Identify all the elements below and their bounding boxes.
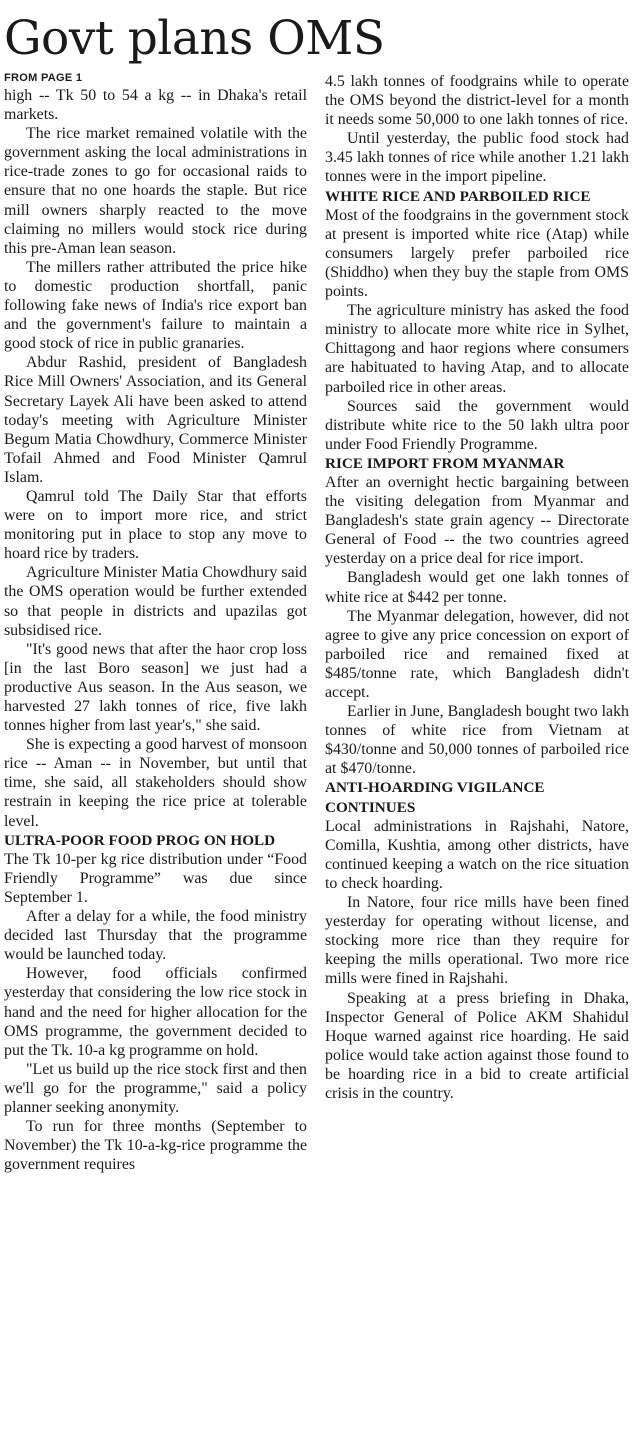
body-paragraph: The millers rather attributed the price hike to domestic production shortfall, panic following fake news of India's rice export ban and the government's failure to maintain a good stock of rice in public granaries.: [4, 258, 307, 353]
body-paragraph: Sources said the government would distribute white rice to the 50 lakh ultra poor under Food Friendly Programme.: [325, 397, 629, 453]
body-paragraph: 4.5 lakh tonnes of foodgrains while to operate the OMS beyond the district-level for a month it needs some 50,000 to one lakh tonnes of rice.: [325, 73, 629, 129]
left-column: [4, 71, 307, 1174]
body-paragraph: Until yesterday, the public food stock had 3.45 lakh tonnes of rice while another 1.21 lakh tonnes were in the import pipeline.: [325, 130, 629, 186]
body-paragraph: The rice market remained volatile with the government asking the local administrations in rice-trade zones to go for occasional raids to ensure that no one hoards the staple. But rice mill owners sharply reacted to the move claiming no millers would stock rice during this pre-Aman lean season.: [4, 125, 307, 257]
section-subhead: ANTI-HOARDING VIGILANCE CONTINUES: [325, 779, 545, 816]
right-column: [325, 72, 629, 1103]
headline: Govt plans OMS: [4, 11, 385, 66]
body-paragraph: The Myanmar delegation, however, did not agree to give any price concession on export of parboiled rice and remained fixed at $485/tonne rate, which Bangladesh didn't accept.: [325, 607, 629, 701]
body-paragraph: Speaking at a press briefing in Dhaka, Inspector General of Police AKM Shahidul Hoque warned against rice hoarding. He said police would take action against those found to be hoarding rice in a bid to create artificial crisis in the country.: [325, 989, 629, 1102]
section-subhead: WHITE RICE AND PARBOILED RICE: [325, 187, 591, 205]
body-paragraph: Earlier in June, Bangladesh bought two lakh tonnes of white rice from Vietnam at $430/tonne and 50,000 tonnes of parboiled rice at $470/tonne.: [325, 703, 629, 778]
body-paragraph: However, food officials confirmed yesterday that considering the low rice stock in hand and the need for higher allocation for the OMS programme, the government decided to put the Tk. 10-a kg programme on hold.: [4, 965, 307, 1059]
body-paragraph: In Natore, four rice mills have been fined yesterday for operating without license, and stocking more rice than they require for keeping the mills operational. Two more rice mills were fined in Rajshahi.: [325, 894, 629, 988]
section-subhead: RICE IMPORT FROM MYANMAR: [325, 454, 565, 472]
body-paragraph: Qamrul told The Daily Star that efforts were on to import more rice, and strict monitoring put in place to stop any move to hoard rice by traders.: [4, 487, 307, 563]
body-paragraph: Bangladesh would get one lakh tonnes of white rice at $442 per tonne.: [325, 569, 629, 606]
body-paragraph: Most of the foodgrains in the government stock at present is imported white rice (Atap) while consumers largely prefer parboiled rice (Shiddho) when they buy the staple from OMS points.: [325, 206, 629, 301]
body-paragraph: Agriculture Minister Matia Chowdhury said the OMS operation would be further extended so that people in districts and upazilas got subsidised rice.: [4, 564, 307, 639]
body-paragraph: "Let us build up the rice stock first and then we'll go for the programme," said a policy planner seeking anonymity.: [4, 1060, 307, 1116]
body-paragraph: She is expecting a good harvest of monsoon rice -- Aman -- in November, but until that time, she said, all stakeholders should show restrain in keeping the rice price at tolerable level.: [4, 736, 307, 830]
section-subhead: ULTRA-POOR FOOD PROG ON HOLD: [4, 831, 276, 849]
body-paragraph: Abdur Rashid, president of Bangladesh Rice Mill Owners' Association, and its General Secretary Layek Ali have been asked to attend today's meeting with Agriculture Minister Begum Matia Chowdhury, Commerce Minister Tofail Ahmed and Food Minister Qamrul Islam.: [4, 354, 307, 486]
body-paragraph: high -- Tk 50 to 54 a kg -- in Dhaka's retail markets.: [4, 87, 307, 124]
body-paragraph: To run for three months (September to November) the Tk 10-a-kg-rice programme the government requires: [4, 1118, 307, 1174]
continuation-label: FROM PAGE 1: [4, 72, 83, 84]
body-paragraph: Local administrations in Rajshahi, Natore, Comilla, Kushtia, among other districts, have continued keeping a watch on the rice situation to check hoarding.: [325, 817, 629, 892]
body-paragraph: The agriculture ministry has asked the food ministry to allocate more white rice in Sylhet, Chittagong and haor regions where consumers are habituated to having Atap, and to allocate parboiled rice in other areas.: [325, 302, 629, 396]
body-paragraph: "It's good news that after the haor crop loss [in the last Boro season] we just had a productive Aus season. In the Aus season, we harvested 27 lakh tonnes of rice, five lakh tonnes higher from last year's," she said.: [4, 640, 307, 735]
body-paragraph: After a delay for a while, the food ministry decided last Thursday that the programme would be launched today.: [4, 908, 307, 964]
body-paragraph: After an overnight hectic bargaining between the visiting delegation from Myanmar and Bangladesh's state grain agency -- Directorate General of Food -- the two countries agreed yesterday on a price deal for rice import.: [325, 473, 629, 568]
body-paragraph: The Tk 10-per kg rice distribution under “Food Friendly Programme” was due since September 1.: [4, 850, 307, 906]
